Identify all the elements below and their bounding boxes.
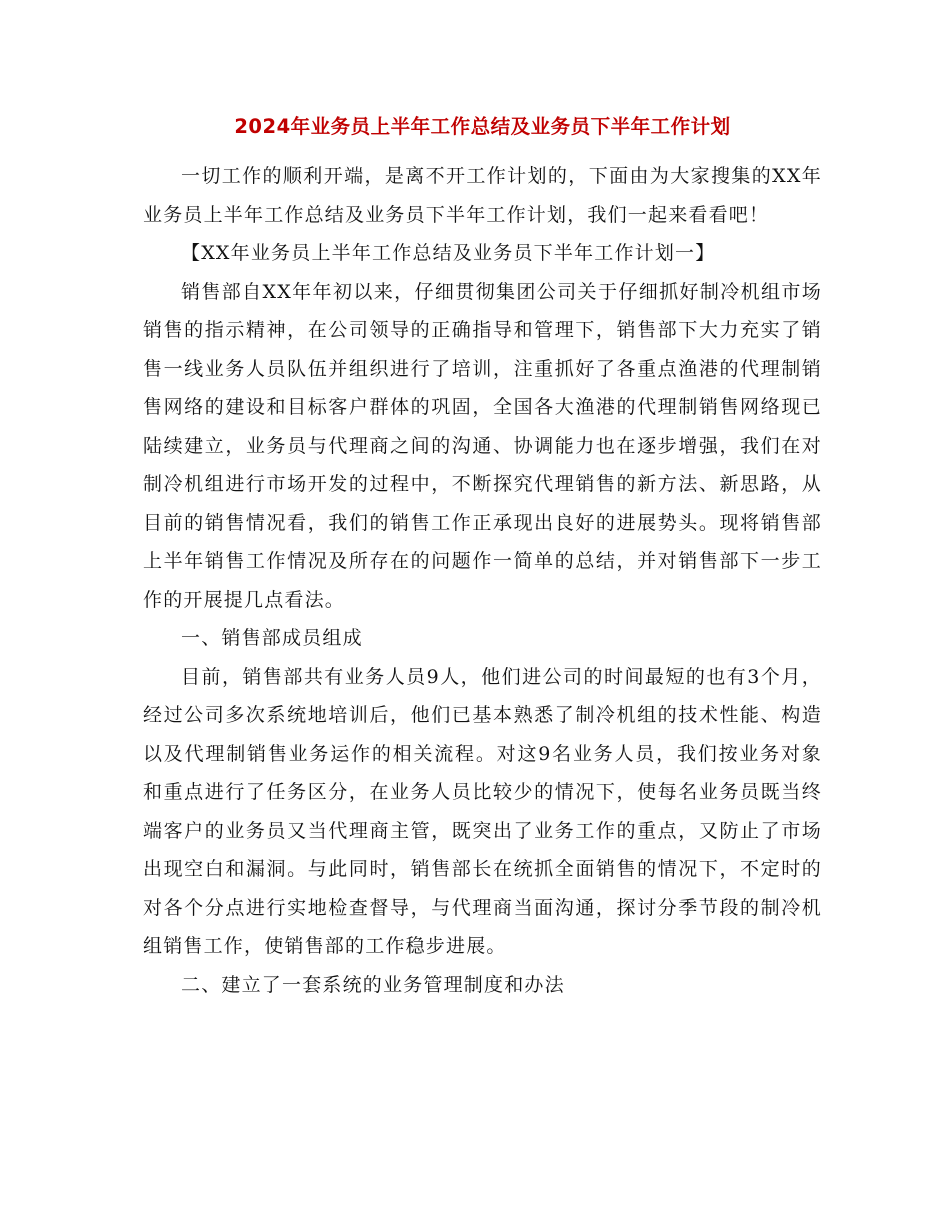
section-heading-1: 一、销售部成员组成 <box>181 627 363 649</box>
plan-one-heading: 【XX年业务员上半年工作总结及业务员下半年工作计划一】 <box>181 242 716 264</box>
body-paragraph: 目前，销售部共有业务人员9人，他们进公司的时间最短的也有3个月，经过公司多次系统地培训后，他们已基本熟悉了制冷机组的技术性能、构造以及代理制销售业务运作的相关流程。对这9名业务人员，我们按业务对象和重点进行了任务区分，在业务人员比较少的情况下，使每名业务员既当终端客户的业务员又当代理商主管，既突出了业务工作的重点，又防止了市场出现空白和漏洞。与此同时，销售部长在统抓全面销售的情况下，不定时的对各个分点进行实地检查督导，与代理商当面沟通，探讨分季节段的制冷机组销售工作，使销售部的工作稳步进展。 <box>143 665 822 957</box>
body-paragraph: 销售部自XX年年初以来，仔细贯彻集团公司关于仔细抓好制冷机组市场销售的指示精神，在公司领导的正确指导和管理下，销售部下大力充实了销售一线业务人员队伍并组织进行了培训，注重抓好了各重点渔港的代理制销售网络的建设和目标客户群体的巩固，全国各大渔港的代理制销售网络现已陆续建立，业务员与代理商之间的沟通、协调能力也在逐步增强，我们在对制冷机组进行市场开发的过程中，不断探究代理销售的新方法、新思路，从目前的销售情况看，我们的销售工作正承现出良好的进展势头。现将销售部上半年销售工作情况及所存在的问题作一简单的总结，并对销售部下一步工作的开展提几点看法。 <box>143 280 822 611</box>
intro-paragraph: 一切工作的顺利开端，是离不开工作计划的，下面由为大家搜集的XX年业务员上半年工作总结及业务员下半年工作计划，我们一起来看看吧！ <box>143 165 822 226</box>
document-title: 2024年业务员上半年工作总结及业务员下半年工作计划 <box>234 115 731 138</box>
section-heading-2: 二、建立了一套系统的业务管理制度和办法 <box>181 973 565 996</box>
